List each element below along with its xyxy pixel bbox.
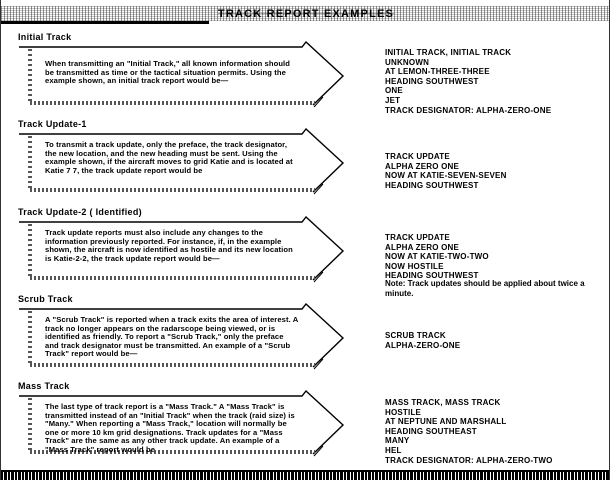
example-line: HOSTILE (385, 407, 422, 417)
example-line: HEADING SOUTHEAST (385, 426, 477, 436)
example-line: NOW AT KATIE-TWO-TWO (385, 252, 489, 262)
section-initial-track (1, 32, 610, 122)
example-report-lines (385, 331, 607, 350)
example-report-lines (385, 48, 607, 115)
example-line: HEADING SOUTHWEST (385, 76, 479, 86)
section-body-text: When transmitting an "Initial Track," all known information should be transmitted as time or the tactical situation permits. Using the example shown, an initial track report would be— (45, 59, 291, 85)
section-body-text: The last type of track report is a "Mass Track." A "Mass Track" is transmitted instead of an "Initial Track" when the track (raid size) is "Many." When reporting a "Mass Track," location will normally be one or more 10 km grid designations. Track updates for a "Mass Track" are the same as any other track update. An example of a "Mass Track" report would be (45, 402, 295, 454)
example-line: AT LEMON-THREE-THREE (385, 67, 490, 77)
title-band (1, 6, 610, 21)
example-line: UNKNOWN (385, 57, 430, 67)
example-line: NOW HOSTILE (385, 261, 444, 271)
section-heading: Mass Track (18, 381, 70, 391)
section-track-update-2 (1, 207, 610, 298)
example-report-lines (385, 398, 607, 465)
title-underbar (1, 21, 209, 24)
example-line: MASS TRACK, MASS TRACK (385, 398, 501, 407)
example-report-lines (385, 152, 607, 190)
section-body-text: Track update reports must also include any changes to the information previously reported. For instance, if, in the example shown, the aircraft is now identified as hostile and its new location is Katie-2-2, the track update report would be— (45, 228, 293, 263)
bottom-scan-band (1, 470, 610, 480)
section-heading: Track Update-2 ( Identified) (18, 207, 142, 217)
example-line: ALPHA ZERO ONE (385, 161, 460, 171)
example-line: INITIAL TRACK, INITIAL TRACK (385, 48, 512, 57)
section-track-update-1 (1, 119, 610, 209)
example-line: ALPHA ZERO ONE (385, 242, 460, 252)
example-report-lines (385, 233, 607, 281)
example-line: JET (385, 95, 401, 105)
example-line: TRACK UPDATE (385, 233, 450, 242)
section-scrub-track (1, 294, 610, 384)
example-line: SCRUB TRACK (385, 331, 446, 340)
section-heading: Scrub Track (18, 294, 73, 304)
example-line: HEADING SOUTHWEST (385, 180, 479, 190)
example-line: TRACK UPDATE (385, 152, 450, 161)
example-line: NOW AT KATIE-SEVEN-SEVEN (385, 171, 507, 181)
example-line: HEADING SOUTHWEST (385, 271, 479, 281)
section-body-text: To transmit a track update, only the preface, the track designator, the new location, and the new heading must be sent. Using the example shown, if the aircraft moves to grid Katie and is located at Katie 7 7, the track update report would be (45, 140, 293, 175)
example-line: MANY (385, 436, 410, 446)
section-mass-track (1, 381, 610, 471)
example-line: TRACK DESIGNATOR: ALPHA-ZERO-ONE (385, 105, 552, 115)
note-text: Note: Track updates should be applied about twice a minute. (385, 279, 585, 298)
section-heading: Track Update-1 (18, 119, 87, 129)
example-line: TRACK DESIGNATOR: ALPHA-ZERO-TWO (385, 455, 553, 465)
example-line: ONE (385, 86, 403, 96)
section-heading: Initial Track (18, 32, 72, 42)
section-body-text: A "Scrub Track" is reported when a track exits the area of interest. A track no longer appears on the radarscope being viewed, or is identified as friendly. To report a "Scrub Track," only the preface and track designator must be transmitted. An example of a "Scrub Track" report would be— (45, 315, 299, 358)
example-line: ALPHA-ZERO-ONE (385, 340, 461, 350)
example-line: HEL (385, 445, 402, 455)
example-line: AT NEPTUNE AND MARSHALL (385, 417, 507, 427)
page-title: TRACK REPORT EXAMPLES (217, 7, 395, 20)
